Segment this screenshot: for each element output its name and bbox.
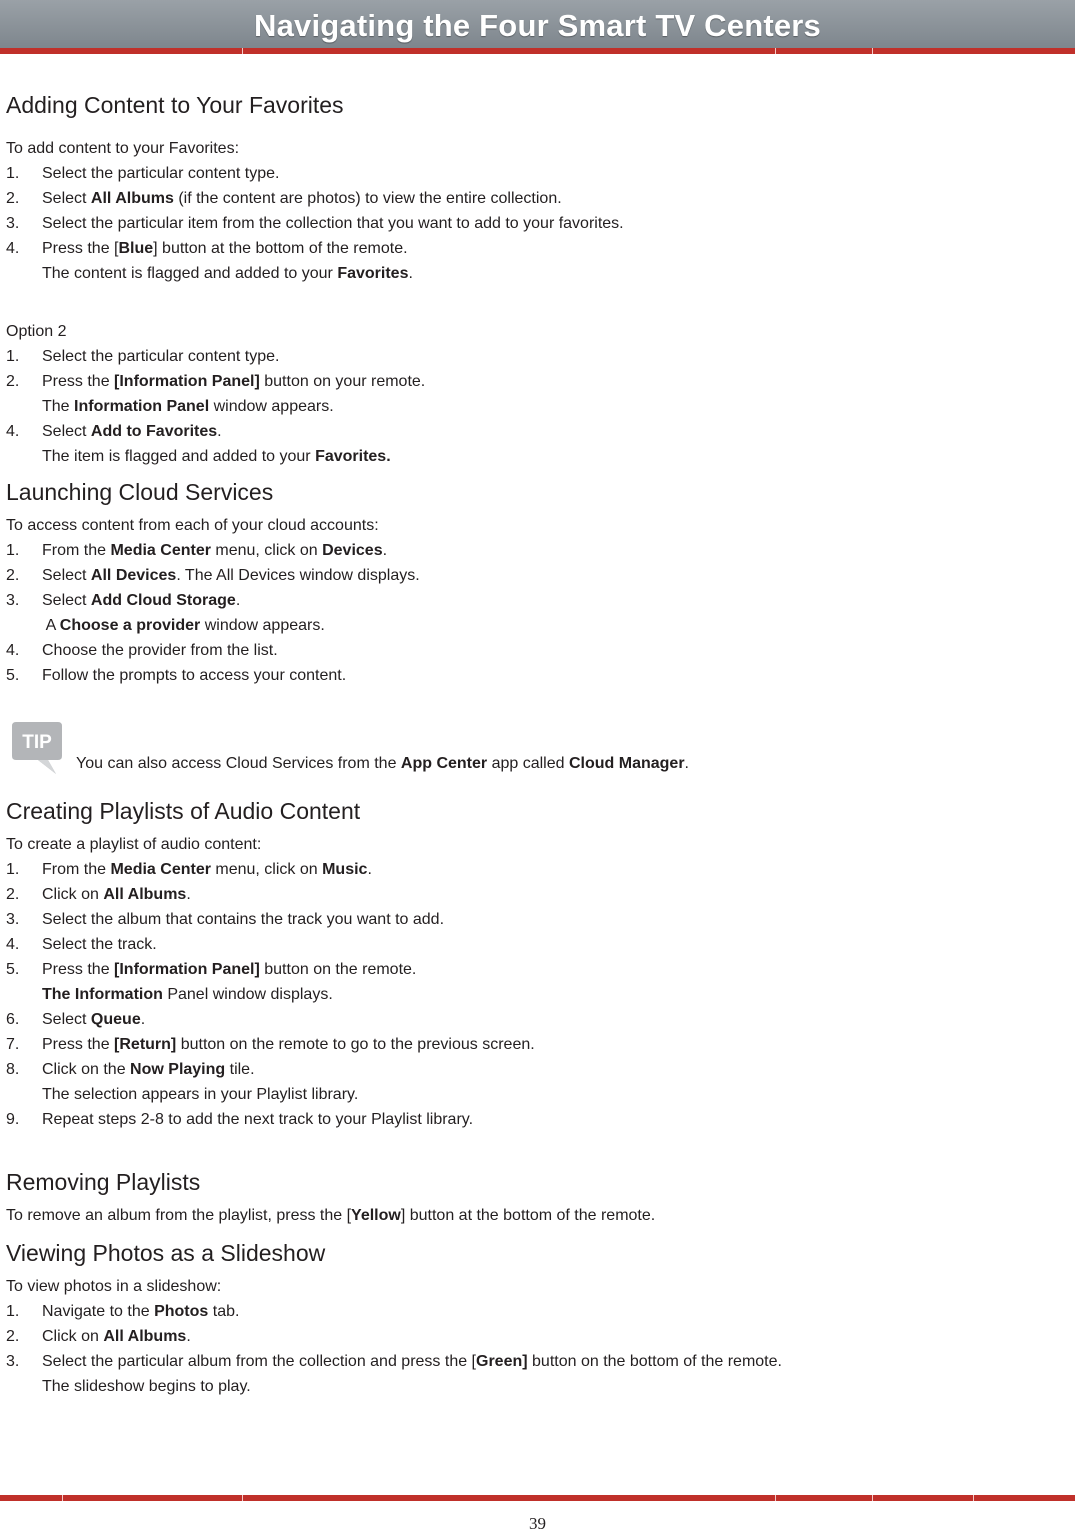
list-item: 6. Select Queue. [6,1011,146,1028]
list-note: A Choose a provider window appears. [42,617,325,634]
list-item: 9. Repeat steps 2-8 to add the next track to your Playlist library. [6,1111,474,1128]
list-item: 3. Select the album that contains the track you want to add. [6,911,445,928]
header-rule [0,48,1075,54]
list-item: 2. Select All Albums (if the content are photos) to view the entire collection. [6,190,562,207]
tip-icon-label: TIP [22,732,52,753]
page-title: Navigating the Four Smart TV Centers [253,8,822,43]
list-item: 4. Select Add to Favorites. [6,423,222,440]
list-item: 1. Select the particular content type. [6,165,280,182]
list-item: 4. Press the [Blue] button at the bottom of the remote. [6,240,408,257]
list-item: 2. Select All Devices. The All Devices window displays. [6,567,420,584]
section-heading-slideshow: Viewing Photos as a Slideshow [6,1240,326,1266]
list-item: 3. Select Add Cloud Storage. [6,592,241,609]
list-item: 5. Press the [Information Panel] button on the remote. [6,961,417,978]
tip-icon [12,722,62,774]
list-item: 4. Select the track. [6,936,157,953]
list-item: 1. Navigate to the Photos tab. [6,1303,240,1320]
list-item: 1. From the Media Center menu, click on Music. [6,861,372,878]
page-number: 39 [529,1514,546,1533]
favorites-intro: To add content to your Favorites: [6,140,240,157]
list-note: The selection appears in your Playlist library. [42,1086,359,1103]
section-heading-playlists: Creating Playlists of Audio Content [6,798,361,824]
list-note: The slideshow begins to play. [42,1378,251,1395]
list-item: 1. Select the particular content type. [6,348,280,365]
list-item: 1. From the Media Center menu, click on Devices. [6,542,388,559]
list-item: 7. Press the [Return] button on the remote to go to the previous screen. [6,1036,535,1053]
list-item: 2. Press the [Information Panel] button on your remote. [6,373,426,390]
page-header [0,0,1075,56]
section-heading-favorites: Adding Content to Your Favorites [6,92,344,118]
page-content [6,92,1066,1399]
list-note: The Information Panel window appears. [42,398,334,415]
list-item: 2. Click on All Albums. [6,886,191,903]
list-item: 4. Choose the provider from the list. [6,642,278,659]
list-item: 3. Select the particular album from the collection and press the [Green] button on the bottom of the remote. [6,1353,782,1370]
section-heading-cloud: Launching Cloud Services [6,479,274,505]
removing-text: To remove an album from the playlist, press the [Yellow] button at the bottom of the remote. [6,1207,656,1224]
cloud-intro: To access content from each of your cloud accounts: [6,517,379,534]
list-note: The item is flagged and added to your Favorites. [42,448,391,465]
option2-label: Option 2 [6,323,67,340]
list-item: 5. Follow the prompts to access your content. [6,667,347,684]
slideshow-intro: To view photos in a slideshow: [6,1278,222,1295]
section-heading-removing: Removing Playlists [6,1169,201,1195]
list-item: 2. Click on All Albums. [6,1328,191,1345]
playlists-intro: To create a playlist of audio content: [6,836,262,853]
list-item: 8. Click on the Now Playing tile. [6,1061,255,1078]
tip-text: You can also access Cloud Services from the App Center app called Cloud Manager. [76,755,689,772]
footer-rule [0,1495,1075,1501]
list-item: 3. Select the particular item from the collection that you want to add to your favorites. [6,215,624,232]
tip-callout [6,722,1066,778]
list-note: The content is flagged and added to your Favorites. [42,265,413,282]
list-note: The Information Panel window displays. [42,986,333,1003]
